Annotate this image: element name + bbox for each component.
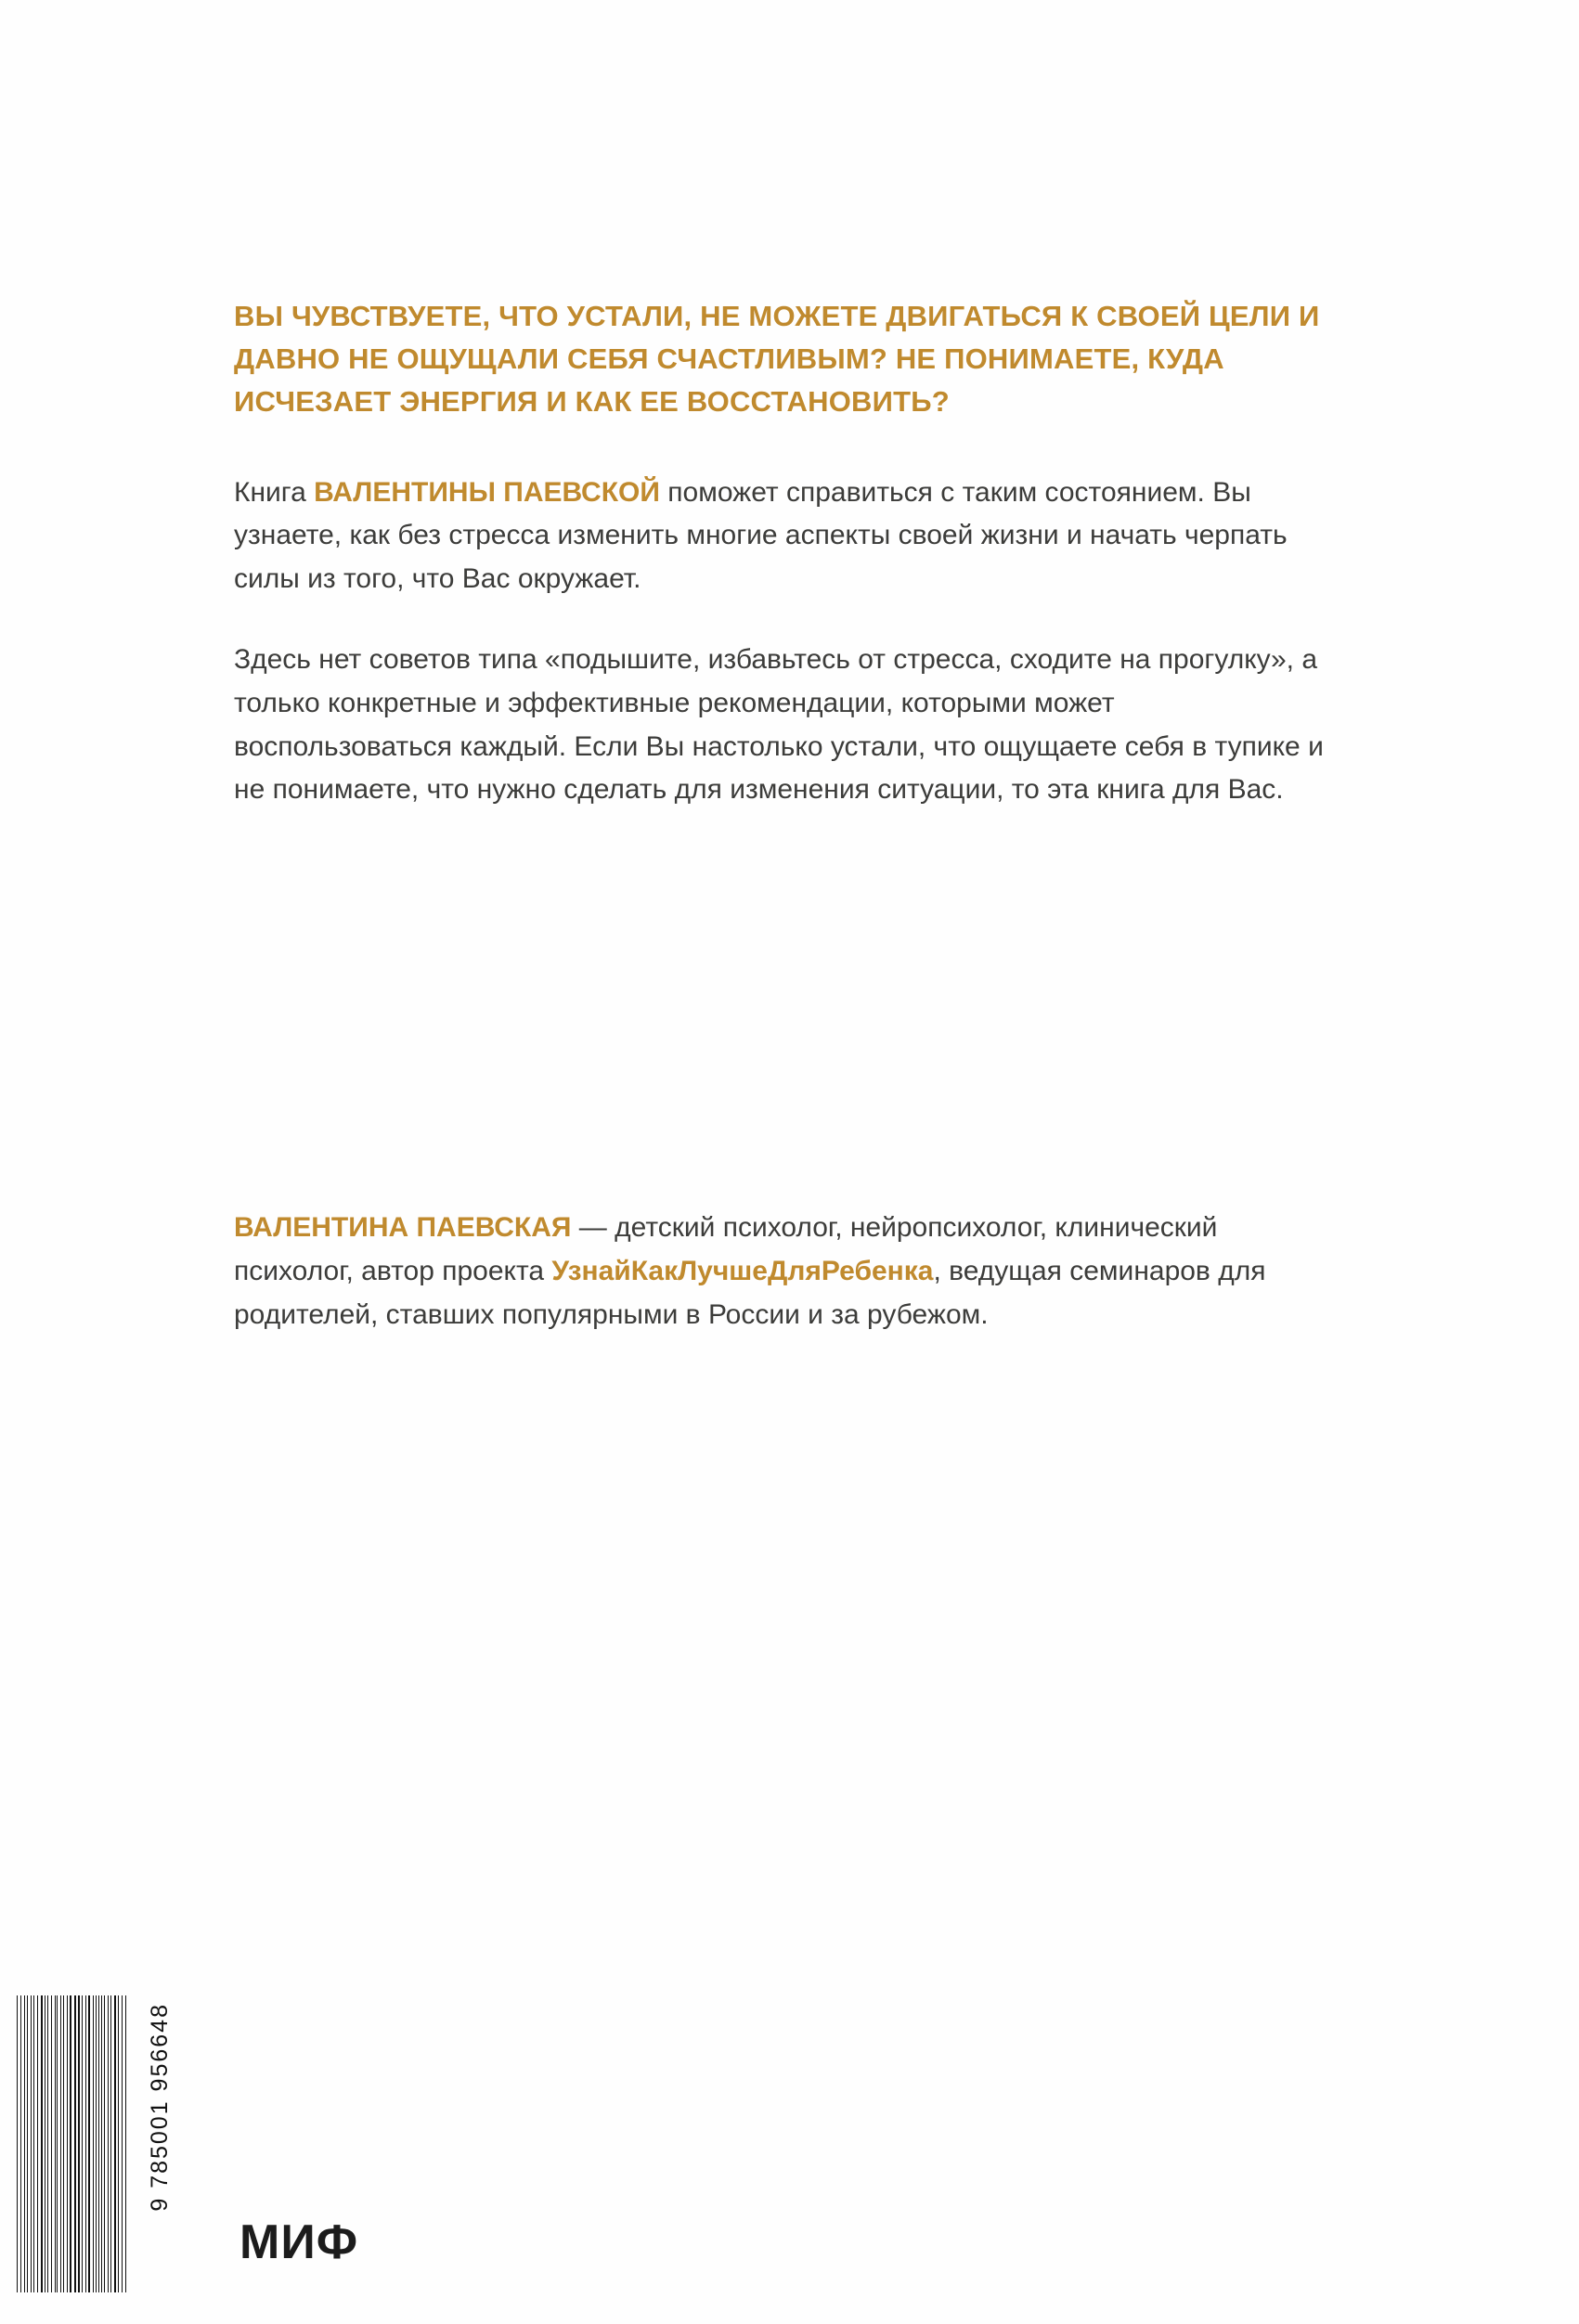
barcode-bar xyxy=(98,1995,99,2292)
barcode-bar xyxy=(17,1995,18,2292)
barcode-bar xyxy=(70,1995,71,2292)
paragraph-1-after: поможет справиться с таким состоянием. Вы узнаете, как без стресса изменить многие аспекты своей жизни и начать черпать силы из того, что Вас окружает. xyxy=(234,476,1288,595)
barcode-bar xyxy=(78,1995,79,2292)
barcode-bar xyxy=(108,1995,109,2292)
bio-part-1: — детский психолог, нейропсихолог, клинический психолог, автор проекта xyxy=(234,1212,1218,1286)
bio-part-2: , ведущая семинаров для родителей, ставших популярными в России и за рубежом. xyxy=(234,1255,1266,1330)
barcode-bar xyxy=(47,1995,48,2292)
barcode-bar xyxy=(41,1995,42,2292)
bio-project-name: УзнайКакЛучшеДляРебенка xyxy=(551,1255,934,1286)
paragraph-2: Здесь нет советов типа «подышите, избавьтесь от стресса, сходите на прогулку», а только конкретные и эффективные рекомендации, которыми может воспользоваться каждый. Если Вы настолько устали, что ощущаете себя в тупике и не понимаете, что нужно сделать для изменения ситуации, то эта книга для Вас. xyxy=(234,644,1324,806)
barcode-bar xyxy=(31,1995,32,2292)
barcode-bar xyxy=(74,1995,75,2292)
barcode-bar xyxy=(24,1995,25,2292)
barcode-number: 9 785001 956648 xyxy=(147,2003,173,2212)
author-bio-block xyxy=(234,1207,1348,1336)
barcode-bar xyxy=(110,1995,111,2292)
barcode-digits xyxy=(147,2003,174,2212)
barcode-bar xyxy=(67,1995,68,2292)
barcode-bar xyxy=(37,1995,38,2292)
paragraph-1 xyxy=(234,471,1325,601)
barcode-area xyxy=(7,1995,221,2302)
barcode-bar xyxy=(88,1995,89,2292)
barcode-bar xyxy=(85,1995,86,2292)
back-cover-text-block xyxy=(234,295,1348,812)
barcode-icon xyxy=(17,1995,128,2292)
author-bio xyxy=(234,1207,1329,1336)
bio-author-name: ВАЛЕНТИНА ПАЕВСКАЯ xyxy=(234,1212,572,1243)
paragraph-1-before: Книга xyxy=(234,476,315,508)
barcode-bar xyxy=(122,1995,123,2292)
barcode-bar xyxy=(63,1995,64,2292)
barcode-bar xyxy=(114,1995,115,2292)
author-name-inline: ВАЛЕНТИНЫ ПАЕВСКОЙ xyxy=(314,476,660,508)
barcode-bar xyxy=(57,1995,58,2292)
barcode-bar xyxy=(125,1995,126,2292)
barcode-bar xyxy=(33,1995,34,2292)
barcode-bar xyxy=(104,1995,105,2292)
publisher-logo: МИФ xyxy=(239,2215,359,2269)
barcode-bar xyxy=(20,1995,21,2292)
headline: ВЫ ЧУВСТВУЕТЕ, ЧТО УСТАЛИ, НЕ МОЖЕТЕ ДВИГАТЬСЯ К СВОЕЙ ЦЕЛИ И ДАВНО НЕ ОЩУЩАЛИ СЕБЯ СЧАСТЛИВЫМ? НЕ ПОНИМАЕТЕ, КУДА ИСЧЕЗАЕТ ЭНЕРГИЯ И КАК ЕЕ ВОССТАНОВИТЬ? xyxy=(234,300,1320,418)
